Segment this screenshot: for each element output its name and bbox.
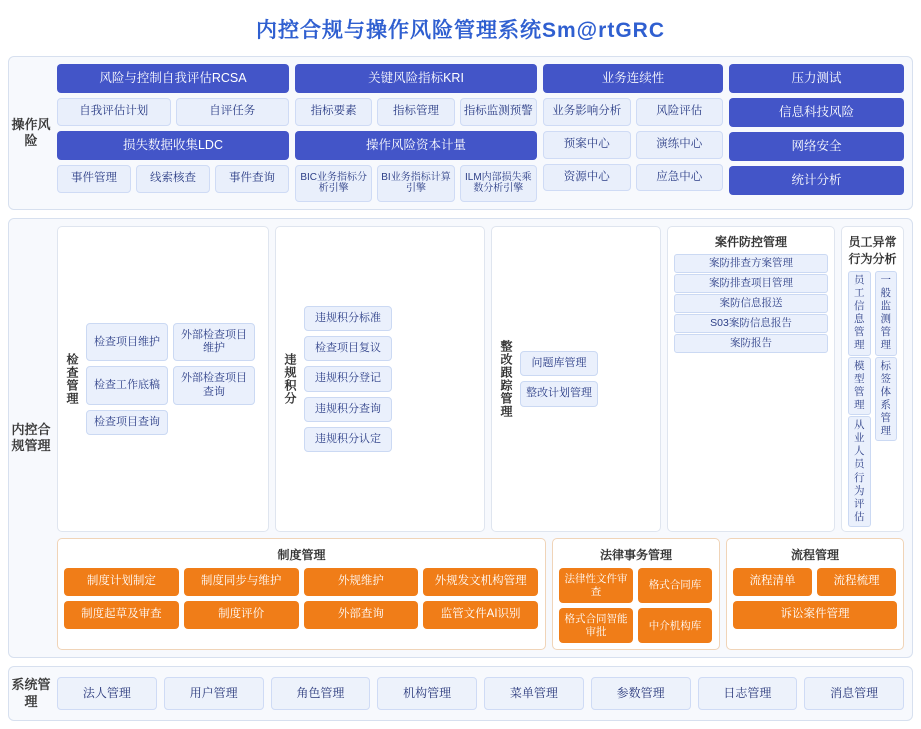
- obtn-regulatory-ai-recognition[interactable]: 监管文件AI识别: [423, 601, 538, 629]
- mini-general-monitor[interactable]: 一般监测管理: [875, 271, 898, 356]
- obtn-legal-doc-review[interactable]: 法律性文件审查: [559, 568, 633, 603]
- band-label-internal-control: 内控合规管理: [9, 219, 53, 658]
- ldc-sub-clue-check[interactable]: 线索核查: [136, 165, 210, 193]
- obtn-contract-smart-approval[interactable]: 格式合同智能审批: [559, 608, 633, 643]
- legal-affairs-title: 法律事务管理: [559, 543, 713, 568]
- chip-score-standard[interactable]: 违规积分标准: [304, 306, 392, 331]
- band-label-system-management: 系统管理: [9, 667, 53, 719]
- system-management-title: 制度管理: [64, 543, 539, 568]
- statistics-analysis-item[interactable]: 统计分析: [729, 166, 904, 195]
- bcm-sub-plan-center[interactable]: 预案中心: [543, 131, 631, 159]
- obtn-policy-draft-review[interactable]: 制度起草及审查: [64, 601, 179, 629]
- chip-rectification-plan[interactable]: 整改计划管理: [520, 381, 598, 406]
- capital-sub-ilm[interactable]: ILM内部损失乘数分析引擎: [460, 165, 537, 202]
- mini-case-report[interactable]: 案防报告: [674, 334, 828, 353]
- op-column-kri: [295, 64, 537, 202]
- ldc-sub-event-query[interactable]: 事件查询: [215, 165, 289, 193]
- mini-model-manage[interactable]: 模型管理: [848, 357, 871, 416]
- obtn-external-query[interactable]: 外部查询: [304, 601, 419, 629]
- panel-rectification: [491, 226, 661, 532]
- op-column-bcm: [543, 64, 723, 202]
- chip-check-item-maintain[interactable]: 检查项目维护: [86, 323, 168, 361]
- mini-case-plan-manage[interactable]: 案防排查方案管理: [674, 254, 828, 273]
- sys-item-menu[interactable]: 菜单管理: [484, 677, 584, 709]
- chip-score-query[interactable]: 违规积分查询: [304, 397, 392, 422]
- process-management-title: 流程管理: [733, 543, 897, 568]
- band-internal-control: [8, 218, 913, 659]
- panel-violation-score: [275, 226, 485, 532]
- chip-score-confirm[interactable]: 违规积分认定: [304, 427, 392, 452]
- rcsa-header[interactable]: 风险与控制自我评估RCSA: [57, 64, 289, 93]
- ldc-header[interactable]: 损失数据收集LDC: [57, 131, 289, 160]
- mini-practitioner-eval[interactable]: 从业人员行为评估: [848, 416, 871, 527]
- ldc-sub-event-manage[interactable]: 事件管理: [57, 165, 131, 193]
- sys-item-user[interactable]: 用户管理: [164, 677, 264, 709]
- sys-item-log[interactable]: 日志管理: [698, 677, 798, 709]
- employee-behavior-title: 员工异常行为分析: [848, 231, 897, 271]
- obtn-external-maintain[interactable]: 外规维护: [304, 568, 419, 596]
- chip-check-item-query[interactable]: 检查项目查询: [86, 410, 168, 435]
- violation-score-label: 违规积分: [282, 232, 298, 526]
- bcm-sub-drill-center[interactable]: 演练中心: [636, 131, 724, 159]
- chip-check-workpaper[interactable]: 检查工作底稿: [86, 366, 168, 404]
- chip-issue-library[interactable]: 问题库管理: [520, 351, 598, 376]
- panel-system-management: [57, 538, 546, 650]
- kri-sub-monitor[interactable]: 指标监测预警: [460, 98, 537, 126]
- bcm-sub-risk-eval[interactable]: 风险评估: [636, 98, 724, 126]
- rcsa-sub-plan[interactable]: 自我评估计划: [57, 98, 171, 126]
- bcm-sub-bia[interactable]: 业务影响分析: [543, 98, 631, 126]
- mini-case-info-report[interactable]: 案防信息报送: [674, 294, 828, 313]
- panel-legal-affairs: [552, 538, 720, 650]
- op-column-rcsa: [57, 64, 289, 202]
- panel-process-management: [726, 538, 904, 650]
- sys-item-org[interactable]: 机构管理: [377, 677, 477, 709]
- network-security-item[interactable]: 网络安全: [729, 132, 904, 161]
- bcm-header[interactable]: 业务连续性: [543, 64, 723, 93]
- mini-tag-system[interactable]: 标签体系管理: [875, 357, 898, 442]
- panel-case-prevention: [667, 226, 835, 532]
- capital-header[interactable]: 操作风险资本计量: [295, 131, 537, 160]
- mini-employee-info[interactable]: 员工信息管理: [848, 271, 871, 356]
- case-prevention-title: 案件防控管理: [674, 231, 828, 254]
- kri-header[interactable]: 关键风险指标KRI: [295, 64, 537, 93]
- capital-sub-bic[interactable]: BIC业务指标分析引擎: [295, 165, 372, 202]
- panel-employee-behavior: [841, 226, 904, 532]
- mini-case-s03-report[interactable]: S03案防信息报告: [674, 314, 828, 333]
- check-management-label: 检查管理: [64, 232, 80, 526]
- page-title: 内控合规与操作风险管理系统Sm@rtGRC: [8, 0, 913, 56]
- bcm-sub-resource-center[interactable]: 资源中心: [543, 164, 631, 192]
- rectification-label: 整改跟踪管理: [498, 232, 514, 526]
- capital-sub-bi[interactable]: BI业务指标计算引擎: [377, 165, 454, 202]
- chip-score-register[interactable]: 违规积分登记: [304, 366, 392, 391]
- kri-sub-manage[interactable]: 指标管理: [377, 98, 454, 126]
- obtn-external-issuer-manage[interactable]: 外规发文机构管理: [423, 568, 538, 596]
- obtn-intermediary-lib[interactable]: 中介机构库: [638, 608, 712, 643]
- obtn-litigation-case-manage[interactable]: 诉讼案件管理: [733, 601, 897, 629]
- sys-item-param[interactable]: 参数管理: [591, 677, 691, 709]
- op-column-stress: [729, 64, 904, 202]
- chip-check-review[interactable]: 检查项目复议: [304, 336, 392, 361]
- panel-check-management: [57, 226, 269, 532]
- obtn-policy-evaluate[interactable]: 制度评价: [184, 601, 299, 629]
- it-risk-item[interactable]: 信息科技风险: [729, 98, 904, 127]
- band-system-management: [8, 666, 913, 720]
- band-operation-risk: [8, 56, 913, 210]
- kri-sub-elements[interactable]: 指标要素: [295, 98, 372, 126]
- obtn-process-list[interactable]: 流程清单: [733, 568, 812, 596]
- stress-test-header[interactable]: 压力测试: [729, 64, 904, 93]
- sys-item-role[interactable]: 角色管理: [271, 677, 371, 709]
- mini-case-project-manage[interactable]: 案防排查项目管理: [674, 274, 828, 293]
- rcsa-sub-task[interactable]: 自评任务: [176, 98, 290, 126]
- sys-item-message[interactable]: 消息管理: [804, 677, 904, 709]
- chip-external-check-query[interactable]: 外部检查项目查询: [173, 366, 255, 404]
- obtn-policy-plan[interactable]: 制度计划制定: [64, 568, 179, 596]
- obtn-process-sorting[interactable]: 流程梳理: [817, 568, 896, 596]
- band-label-operation-risk: 操作风险: [9, 57, 53, 209]
- obtn-policy-sync[interactable]: 制度同步与维护: [184, 568, 299, 596]
- obtn-standard-contract-lib[interactable]: 格式合同库: [638, 568, 712, 603]
- sys-item-legal-entity[interactable]: 法人管理: [57, 677, 157, 709]
- bcm-sub-emergency-center[interactable]: 应急中心: [636, 164, 724, 192]
- chip-external-check-maintain[interactable]: 外部检查项目维护: [173, 323, 255, 361]
